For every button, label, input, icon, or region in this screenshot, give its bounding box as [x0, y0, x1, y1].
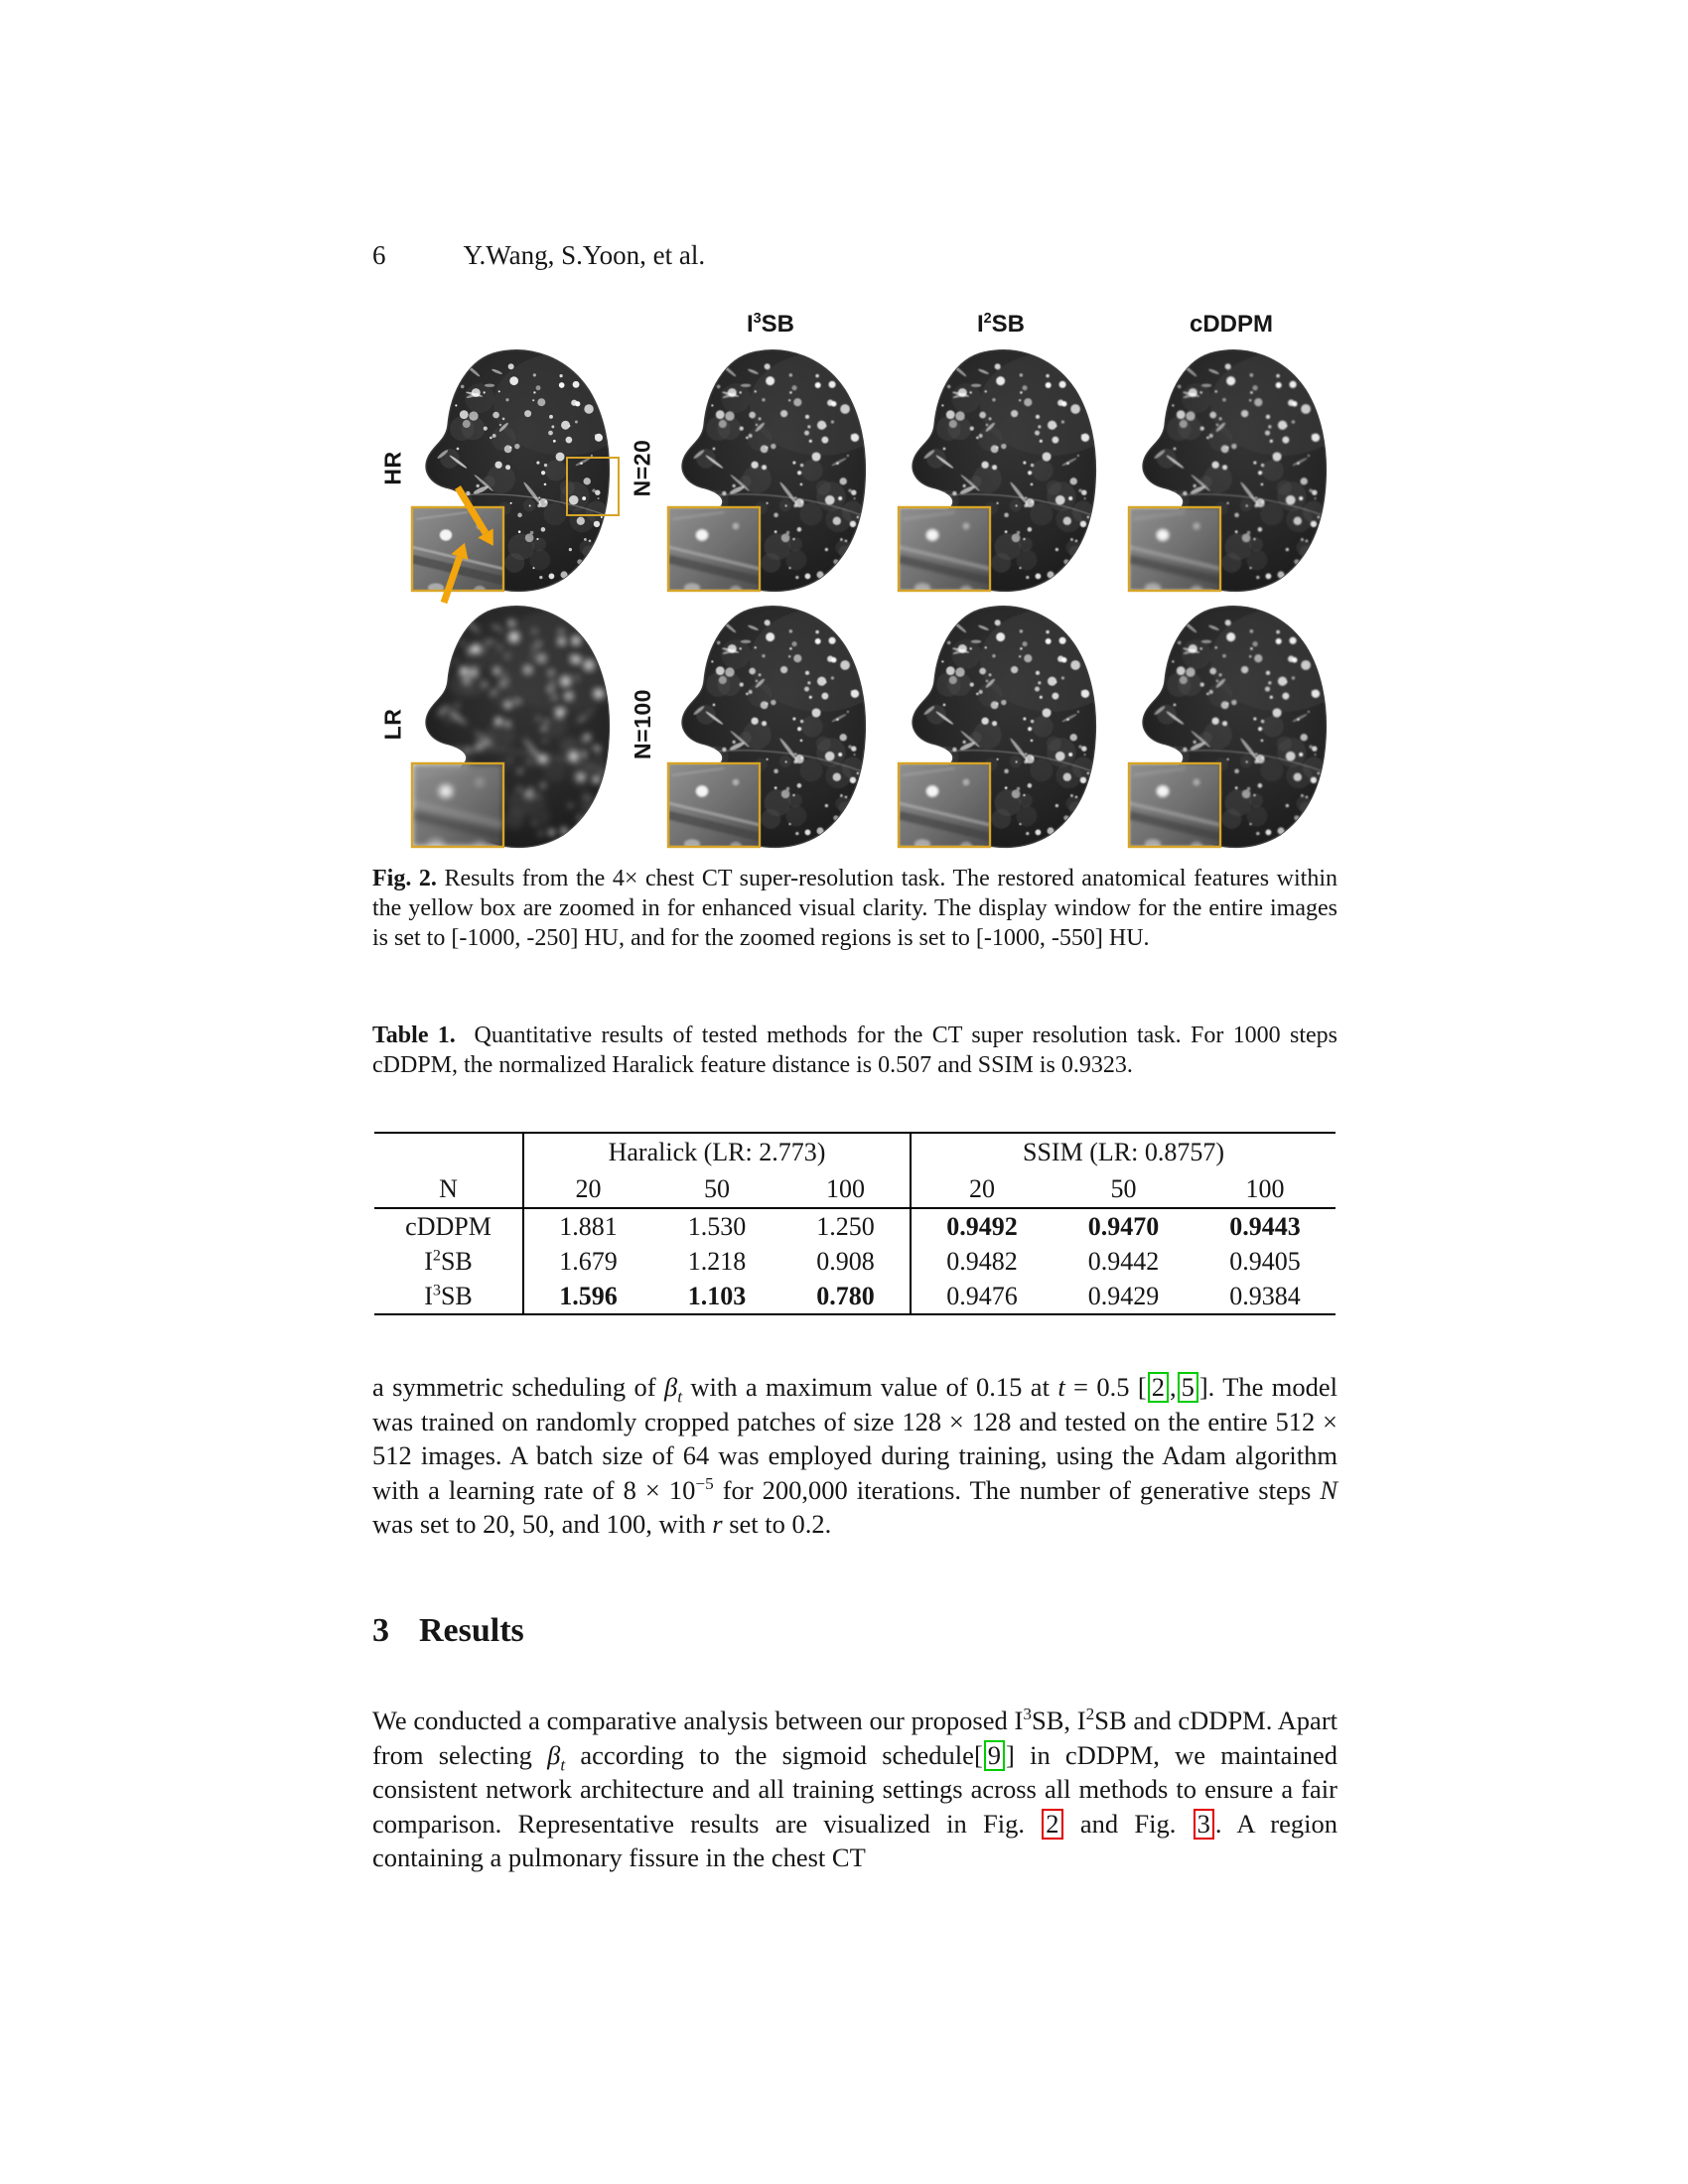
- text-run: I: [746, 311, 754, 338]
- row-label-n20: [623, 342, 662, 594]
- table-value-cell: 1.881: [523, 1208, 652, 1244]
- citation-link[interactable]: 2: [1148, 1372, 1169, 1403]
- table-caption: [372, 1021, 1337, 1080]
- table-subheader-row: [374, 1171, 1336, 1208]
- text-run: t: [1057, 1372, 1065, 1402]
- table-value-cell: 0.9384: [1229, 1281, 1301, 1310]
- ct-panel-i2sb-n100: [893, 599, 1109, 850]
- text-run: . A region containing a pulmonary fissure in the chest CT: [372, 1808, 1337, 1872]
- text-run: N: [1320, 1474, 1337, 1505]
- results-table: [374, 1132, 1336, 1315]
- table-method-cell: [374, 1208, 523, 1244]
- table-value-cell: 0.9442: [1087, 1246, 1160, 1276]
- text-run: SB: [440, 1246, 473, 1276]
- table-method-cell: [374, 1279, 523, 1314]
- text-run: 2: [432, 1246, 441, 1264]
- col-header-i3sb: [662, 309, 879, 337]
- text-run: ] in cDDPM, we maintained consistent network architecture and all training settings across all methods to ensure a fair comparison. Representative results are visualized in Fig.: [372, 1739, 1337, 1839]
- ct-panel-i3sb-n20: [662, 342, 879, 594]
- ct-panel-i2sb-n20-image: [893, 342, 1109, 594]
- ct-panel-i3sb-n100: [662, 599, 879, 850]
- table-value-cell: 0.780: [816, 1281, 875, 1310]
- col-header-cddpm: [1123, 309, 1339, 337]
- row-label-n100-text: N=100: [629, 689, 655, 759]
- text-run: with a maximum value of 0.15 at: [682, 1372, 1058, 1402]
- text-run: cDDPM: [405, 1211, 492, 1241]
- text-run: and Fig.: [1063, 1808, 1193, 1839]
- figure-caption-text: Results from the 4× chest CT super-resolution task. The restored anatomical features within the yellow box are zoomed in for enhanced visual clarity. The display window for the entire images is set to [-1000, -250] HU, and for the zoomed regions is set to [-1000, -550] HU.: [372, 866, 1337, 951]
- table-corner-cell: [374, 1133, 523, 1171]
- text-run: We conducted a comparative analysis between our proposed I: [372, 1706, 1024, 1735]
- ct-panel-cddpm-n20: [1123, 342, 1339, 594]
- figure-caption-label: Fig. 2.: [372, 866, 437, 891]
- table-subheader: 50: [652, 1171, 781, 1208]
- row-label-hr-text: HR: [379, 451, 406, 485]
- text-run: 3: [432, 1281, 441, 1298]
- table-n-header: N: [374, 1171, 523, 1208]
- ct-panel-i2sb-n100-image: [893, 599, 1109, 850]
- table-row: [374, 1244, 1336, 1279]
- figure-2: [380, 309, 1339, 850]
- text-run: for 200,000 iterations. The number of generative steps: [713, 1474, 1321, 1505]
- row-label-n100: [623, 599, 662, 850]
- ct-panel-lr: [406, 599, 623, 850]
- table-row: [374, 1208, 1336, 1244]
- row-label-n20-text: N=20: [629, 439, 655, 497]
- text-run: ]. The model was trained on randomly cropped patches of size 128 × 128 and tested on the entire 512 × 512 images. A batch size of 64 was employed during training, using the Adam algorithm with a learning rate of 8 × 10: [372, 1372, 1337, 1505]
- table-value-cell: 1.103: [687, 1281, 747, 1310]
- table-row: [374, 1279, 1336, 1314]
- text-run: 2: [1085, 1705, 1095, 1724]
- citation-link[interactable]: 5: [1178, 1372, 1198, 1403]
- table-group-header: SSIM (LR: 0.8757): [911, 1133, 1336, 1171]
- table-subheader: 50: [1053, 1171, 1195, 1208]
- text-run: β: [547, 1739, 561, 1770]
- text-run: [: [973, 1739, 983, 1770]
- text-run: [: [1137, 1372, 1147, 1402]
- section-heading: [372, 1612, 524, 1650]
- ct-panel-i3sb-n100-image: [662, 599, 879, 850]
- table-value-cell: 1.530: [687, 1211, 747, 1241]
- text-run: a symmetric scheduling of: [372, 1372, 665, 1402]
- table-caption-label: Table 1.: [372, 1023, 456, 1048]
- text-run: 2: [983, 311, 992, 327]
- text-run: SB: [991, 311, 1026, 338]
- text-run: SB, I: [1031, 1706, 1086, 1735]
- section-number: 3: [372, 1612, 389, 1649]
- table-value-cell: 0.9482: [911, 1244, 1053, 1279]
- text-run: β: [664, 1372, 678, 1402]
- table-value-cell: 1.596: [523, 1279, 652, 1314]
- text-run: 3: [1023, 1705, 1032, 1724]
- running-head: [372, 240, 1337, 271]
- text-run: I: [424, 1281, 433, 1310]
- table-value-cell: 0.9429: [1087, 1281, 1160, 1310]
- table-subheader: 100: [781, 1171, 911, 1208]
- text-run: I: [424, 1246, 433, 1276]
- text-run: t: [677, 1387, 683, 1407]
- table-group-header-row: [374, 1133, 1336, 1171]
- ct-panel-hr-image: [406, 342, 623, 594]
- text-run: was set to 20, 50, and 100, with: [372, 1509, 713, 1539]
- text-run: SB and cDDPM. Apart from selecting: [372, 1706, 1338, 1770]
- row-label-lr: [380, 599, 406, 850]
- ct-panel-lr-image: [406, 599, 623, 850]
- table-value-cell: 0.9405: [1229, 1246, 1301, 1276]
- text-run: ,: [1169, 1372, 1177, 1402]
- table-value-cell: 0.9492: [911, 1208, 1053, 1244]
- ct-panel-cddpm-n100: [1123, 599, 1339, 850]
- section-title: Results: [419, 1612, 524, 1649]
- table-value-cell: 1.250: [816, 1211, 875, 1241]
- text-run: SB: [440, 1281, 473, 1310]
- text-run: r: [712, 1509, 723, 1539]
- figure-ref-link[interactable]: 2: [1042, 1809, 1062, 1840]
- table-subheader: 20: [523, 1171, 652, 1208]
- row-label-lr-text: LR: [379, 708, 406, 741]
- ct-panel-cddpm-n100-image: [1123, 599, 1339, 850]
- table-subheader: 20: [911, 1171, 1053, 1208]
- text-run: I: [976, 311, 984, 338]
- paragraph-2: [372, 1704, 1337, 1875]
- figure-ref-link[interactable]: 3: [1194, 1809, 1214, 1840]
- ct-panel-i3sb-n20-image: [662, 342, 879, 594]
- ct-panel-cddpm-n20-image: [1123, 342, 1339, 594]
- table-method-cell: [374, 1244, 523, 1279]
- table-value-cell: 0.9476: [911, 1279, 1053, 1314]
- table-value-cell: 0.9470: [1087, 1211, 1160, 1241]
- paragraph-1: [372, 1370, 1337, 1542]
- running-head-authors: Y.Wang, S.Yoon, et al.: [463, 240, 706, 270]
- text-run: SB: [761, 311, 795, 338]
- text-run: according to the sigmoid schedule: [565, 1739, 974, 1770]
- text-run: −5: [695, 1473, 714, 1493]
- row-label-hr: [380, 342, 406, 594]
- ct-panel-hr: [406, 342, 623, 594]
- text-run: t: [560, 1754, 566, 1774]
- table-value-cell: 1.679: [523, 1244, 652, 1279]
- table-value-cell: 0.9443: [1229, 1211, 1301, 1241]
- text-run: set to 0.2.: [722, 1509, 832, 1539]
- text-run: cDDPM: [1189, 311, 1273, 338]
- ct-panel-i2sb-n20: [893, 342, 1109, 594]
- col-header-i2sb: [893, 309, 1109, 337]
- figure-caption: [372, 864, 1337, 953]
- table-caption-text: Quantitative results of tested methods for the CT super resolution task. For 1000 steps cDDPM, the normalized Haralick feature distance is 0.507 and SSIM is 0.9323.: [372, 1023, 1337, 1078]
- citation-link[interactable]: 9: [984, 1740, 1005, 1771]
- text-run: 3: [753, 311, 762, 327]
- table-value-cell: 0.908: [816, 1246, 875, 1276]
- table-subheader: 100: [1195, 1171, 1336, 1208]
- table-group-header: Haralick (LR: 2.773): [523, 1133, 911, 1171]
- table-value-cell: 1.218: [687, 1246, 747, 1276]
- text-run: = 0.5: [1064, 1372, 1138, 1402]
- page-number: 6: [372, 240, 386, 270]
